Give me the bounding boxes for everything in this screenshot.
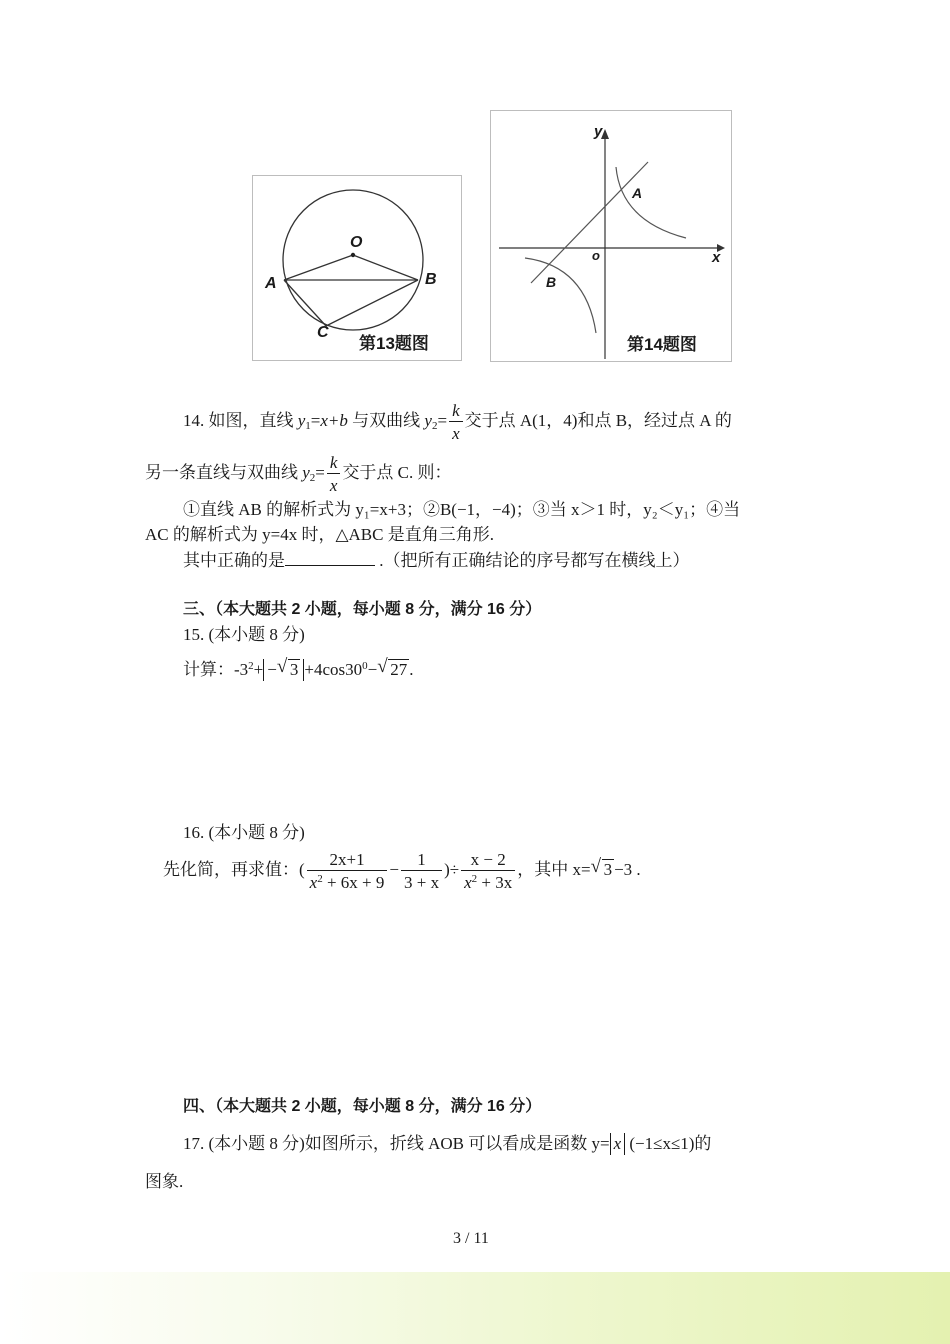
q16-tail: −3 . [614, 860, 641, 879]
q14-eq2: = [437, 411, 448, 430]
label-b: B [425, 271, 437, 288]
q17-abs-x: x [610, 1133, 626, 1155]
q15-sqrt3: √ 3 [276, 656, 299, 679]
q14-line5-suffix: .（把所有正确结论的序号都写在横线上） [375, 551, 690, 570]
figure-13 [252, 175, 462, 361]
q16-prefix: 先化简，再求值：( [163, 860, 305, 879]
q17-line2: 图象. [145, 1172, 184, 1191]
q14-line2-eq: = [315, 463, 325, 482]
q15-minus: − [367, 660, 378, 679]
q16-fraction-2: $\frac{1}{3 + x}$ [401, 851, 442, 891]
q14-line2-prefix: 另一条直线与双曲线 [145, 463, 303, 482]
q14-line2-fraction: $\frac{k}{x}$ [327, 454, 341, 494]
q14-line1-prefix: 14. 如图，直线 [183, 411, 298, 430]
q14-line4: AC 的解析式为 y=4x 时，△ABC 是直角三角形. [145, 525, 494, 544]
q14-line3: ①直线 AB 的解析式为 y₁=x+3；②B(−1，−4)；③当 x＞1 时，y₂＜y₁；④当 [183, 500, 741, 519]
q14-eq1: = [310, 411, 321, 430]
q16-sqrt3: √ 3 [590, 856, 613, 879]
q15-exp1: 2 [248, 660, 254, 672]
q15-end: . [409, 660, 414, 679]
answer-blank[interactable] [285, 549, 375, 566]
label-a: A [265, 275, 277, 292]
q15-expression [183, 656, 414, 681]
q16-title: 16. (本小题 8 分) [183, 823, 305, 842]
q16-div: )÷ [444, 860, 460, 879]
q14-line2-y2: y [302, 463, 310, 482]
q14-y1: y [297, 411, 306, 430]
q15-term1: -3 [234, 660, 249, 679]
q17-line1-suffix: (−1≤x≤1)的 [625, 1134, 712, 1153]
q14-y2: y [424, 411, 432, 430]
q16-fraction-1: $\frac{2x+1}{x^2 + 6x + 9}$ [307, 851, 388, 891]
q17-line1 [183, 1133, 711, 1155]
q14-fraction-k-x: $\frac{k}{x}$ [449, 402, 463, 442]
axis-y-label: y [594, 123, 603, 140]
q16-fraction-3: $\frac{x - 2}{x^2 + 3x}$ [461, 851, 515, 891]
q17-line1-prefix: 17. (本小题 8 分)如图所示，折线 AOB 可以看成是函数 y= [183, 1134, 610, 1153]
q14-line1-suffix: 交于点 A(1，4)和点 B，经过点 A 的 [464, 411, 732, 430]
q15-sqrt27: √ 27 [377, 656, 408, 679]
q15-title: 15. (本小题 8 分) [183, 625, 305, 644]
label-c: C [317, 324, 329, 341]
q16-minus: − [389, 860, 399, 879]
footer-decoration [0, 1272, 950, 1344]
q14-line2-y2-sub: 2 [309, 472, 316, 484]
q14-y1-sub: 1 [305, 420, 311, 432]
figure-14 [490, 110, 732, 362]
q15-deg: 0 [362, 660, 368, 672]
q14-line5-prefix: 其中正确的是 [183, 551, 285, 570]
figure-14-caption: 第14题图 [627, 335, 697, 354]
figure-13-caption: 第13题图 [359, 334, 429, 353]
q14-y2-sub: 2 [431, 420, 438, 432]
q16-mid: ，其中 x= [517, 860, 591, 879]
q14-mid: 与双曲线 [347, 411, 425, 430]
hyperbola-diagram [491, 111, 731, 361]
q14-xb: x+b [320, 411, 348, 430]
q14-line2 [145, 450, 452, 496]
q16-expression [163, 845, 641, 895]
q15-abs: − √ 3 [263, 659, 304, 681]
q14-line5 [183, 549, 690, 572]
point-b-label: B [546, 274, 557, 290]
origin-label: o [592, 248, 600, 263]
point-a-label: A [632, 185, 643, 201]
q14-line2-suffix: 交于点 C. 则： [342, 463, 452, 482]
label-o: O [350, 234, 363, 251]
page-number: 3 / 11 [453, 1230, 489, 1247]
circle-diagram [253, 176, 461, 360]
axis-x-label: x [712, 249, 721, 266]
q15-plus1: + [253, 660, 264, 679]
q15-prefix: 计算： [183, 660, 234, 679]
section-4-heading: 四、（本大题共 2 小题，每小题 8 分，满分 16 分） [183, 1098, 542, 1115]
q14-line1 [183, 398, 732, 444]
section-3-heading: 三、（本大题共 2 小题，每小题 8 分，满分 16 分） [183, 601, 542, 618]
q15-cos: +4cos30 [304, 660, 363, 679]
